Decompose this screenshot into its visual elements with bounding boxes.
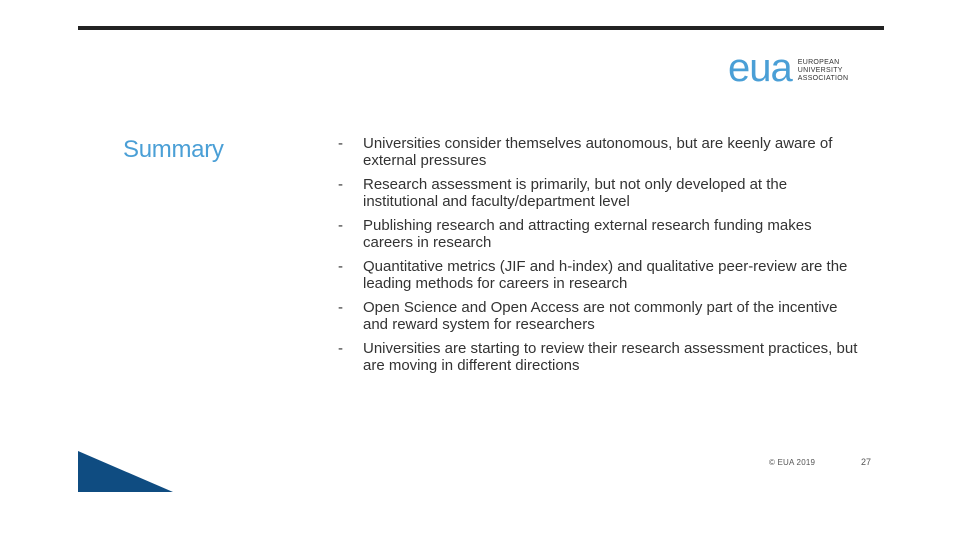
logo-text — [798, 59, 849, 83]
bullet-dash: - — [338, 217, 343, 234]
bullet-dash: - — [338, 340, 343, 357]
logo-text-line-3: ASSOCIATION — [797, 75, 849, 82]
bullet-dash: - — [338, 258, 343, 275]
logo-text-line-1: EUROPEAN — [797, 59, 840, 66]
eua-logo — [728, 46, 849, 90]
bullet-text: Open Science and Open Access are not commonly part of the incentive and reward system for researchers — [363, 299, 838, 333]
logo-mark: eua — [728, 46, 792, 90]
bullet-list — [338, 136, 858, 382]
bullet-text: Universities are starting to review their research assessment practices, but are moving in different directions — [363, 340, 858, 374]
bullet-dash: - — [338, 176, 343, 193]
bullet-item — [338, 341, 858, 374]
bullet-dash: - — [338, 299, 343, 316]
corner-triangle — [78, 451, 173, 492]
bullet-item — [338, 259, 858, 292]
bullet-text: Publishing research and attracting external research funding makes careers in research — [363, 217, 812, 251]
copyright-text: © EUA 2019 — [769, 458, 816, 467]
logo-text-line-2: UNIVERSITY — [797, 67, 843, 74]
corner-triangle-shape — [78, 451, 173, 492]
bullet-item — [338, 300, 858, 333]
bullet-item — [338, 136, 858, 169]
bullet-text: Universities consider themselves autonomous, but are keenly aware of external pressures — [363, 135, 833, 169]
slide-title: Summary — [123, 136, 224, 163]
top-rule — [78, 26, 884, 30]
bullet-text: Quantitative metrics (JIF and h-index) and qualitative peer-review are the leading methods for careers in research — [363, 258, 848, 292]
bullet-dash: - — [338, 135, 343, 152]
bullet-item — [338, 218, 858, 251]
page-number: 27 — [861, 457, 872, 467]
bullet-item — [338, 177, 858, 210]
bullet-text: Research assessment is primarily, but not only developed at the institutional and faculty/department level — [363, 176, 788, 210]
